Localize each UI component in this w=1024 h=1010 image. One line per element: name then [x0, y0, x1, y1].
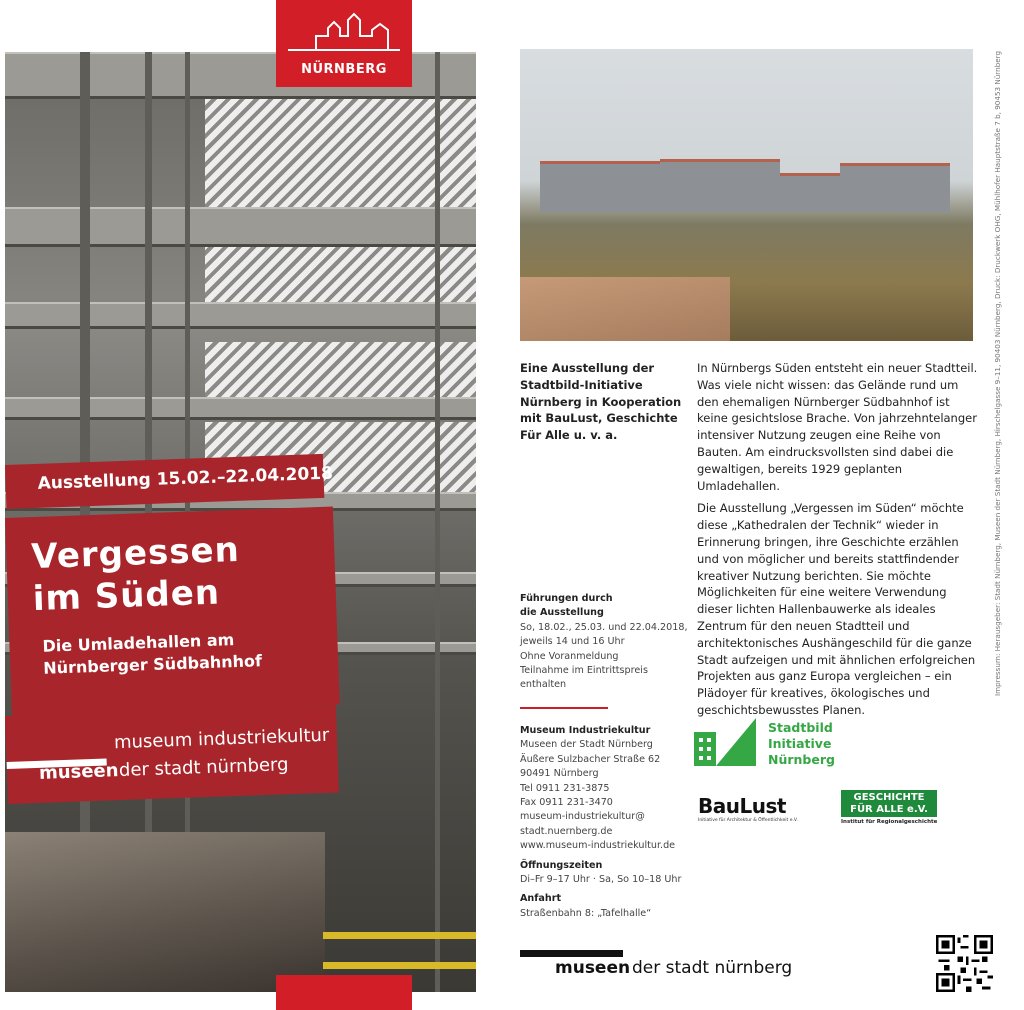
travel-value: Straßenbahn 8: „Tafelhalle“ — [520, 907, 652, 919]
gfa-line-2: FÜR ALLE e.V. — [850, 804, 928, 815]
tours-line: enthalten — [520, 679, 567, 691]
nuernberg-logo — [276, 0, 412, 87]
city-label: NÜRNBERG — [301, 62, 387, 77]
exhibition-dates: Ausstellung 15.02.–22.04.2018 — [37, 463, 334, 494]
baulust-name: BauLust — [698, 794, 786, 818]
subtitle-line-2: Nürnberger Südbahnhof — [42, 651, 263, 678]
platform — [5, 832, 325, 992]
stadtbild-line: Initiative — [768, 736, 832, 751]
roof-beam — [5, 302, 476, 329]
gfa-line-1: GESCHICHTE — [853, 792, 925, 803]
footer-stadt: der stadt nürnberg — [632, 958, 793, 978]
roof-beam — [5, 397, 476, 420]
qr-code-icon — [936, 935, 993, 992]
website-link[interactable]: www.museum-industriekultur.de — [520, 840, 676, 852]
roof-beam — [5, 207, 476, 247]
body-text — [697, 360, 979, 725]
tours-heading-2: die Ausstellung — [520, 607, 604, 619]
email-link[interactable]: stadt.nuernberg.de — [520, 825, 613, 837]
stadtbild-line: Stadtbild — [768, 720, 833, 735]
hall-building — [780, 173, 840, 212]
stadtbild-line: Nürnberg — [768, 752, 835, 767]
museum-line-1: museum industriekultur — [113, 724, 330, 754]
travel-label: Anfahrt — [520, 893, 562, 905]
tours-info — [520, 592, 690, 693]
title-line-2: im Süden — [32, 572, 221, 620]
dirt-path — [520, 277, 730, 341]
contact-info — [520, 724, 690, 921]
gfa-sub: Institut für Regionalgeschichte — [841, 819, 938, 825]
stadtbild-building-icon — [690, 714, 762, 770]
red-tab-bottom — [276, 975, 412, 1010]
contact-line: Museen der Stadt Nürnberg — [520, 739, 653, 751]
photo-umladehallen — [520, 49, 973, 341]
baulust-logo — [698, 794, 808, 826]
contact-line: 90491 Nürnberg — [520, 768, 599, 780]
contact-line: Fax 0911 231-3470 — [520, 797, 613, 809]
column — [435, 52, 440, 992]
tours-line: Teilnahme im Eintrittspreis — [520, 665, 648, 677]
skyline-icon — [276, 0, 412, 60]
title-line-1: Vergessen — [30, 529, 241, 578]
footer-museen: museen — [555, 958, 631, 978]
divider — [520, 707, 608, 709]
contact-line: Äußere Sulzbacher Straße 62 — [520, 753, 661, 765]
tours-line: Ohne Voranmeldung — [520, 650, 619, 662]
email-link[interactable]: museum-industriekultur@ — [520, 811, 645, 823]
tours-line: So, 18.02., 25.03. und 22.04.2018, — [520, 621, 688, 633]
museum-name: Museum Industriekultur — [520, 725, 651, 736]
geschichte-fuer-alle-logo — [841, 790, 937, 826]
museum-band — [5, 704, 339, 803]
paragraph-2: Die Ausstellung „Vergessen im Süden“ möchte diese „Kathedralen der Technik“ wieder in Erinnerung bringen, ihre Geschichte erzählen und von möglicher und bereits stattfindender kreativer Nutzung berichten. Sie möchte Möglichkeiten für eine weitere Verwendung dieser lichten Hallenbauwerke als ideales Zentrum für den neuen Stadtteil und architektonisches Aushängeschild für die ganze Stadt aufzeigen und mit ähnlichen erfolgreichen Projekten aus ganz Europa vergleichen – ein Plädoyer für kreatives, ökologisches und geschichtsbewusstes Planen. — [697, 501, 976, 717]
yellow-railing — [323, 962, 476, 969]
yellow-railing — [323, 932, 476, 939]
museum-line-2-rest: der stadt nürnberg — [118, 754, 289, 782]
stadtbild-logo — [690, 714, 850, 774]
title-band — [5, 507, 340, 716]
hall-building — [540, 161, 660, 212]
tours-heading-1: Führungen durch — [520, 593, 613, 604]
paragraph-1: In Nürnbergs Süden entsteht ein neuer Stadtteil. Was viele nicht wissen: das Gelände rund um den ehemaligen Nürnberger Südbahnhof ist keine gesichtslose Brache. Von jahrzehntelanger intensiver Nutzung zeugen eine Reihe von Bauten. Am eindrucksvollsten sind dabei die gewaltigen, bereits 1929 geplanten Umladehallen. — [697, 361, 978, 493]
subtitle-line-1: Die Umladehallen am — [42, 630, 235, 656]
footer-logo-bar — [520, 950, 623, 957]
qr-code[interactable] — [936, 935, 993, 992]
hall-building — [840, 163, 950, 212]
contact-line: Tel 0911 231-3875 — [520, 782, 610, 794]
baulust-sub: Initiative für Architektur & Öffentlichkeit e.V. — [698, 818, 798, 823]
hall-building — [660, 159, 780, 212]
museum-line-2-bold: museen — [38, 760, 119, 784]
tours-line: jeweils 14 und 16 Uhr — [520, 636, 625, 648]
hours-value: Di–Fr 9–17 Uhr · Sa, So 10–18 Uhr — [520, 874, 682, 886]
imprint: Impressum: Herausgeber: Stadt Nürnberg, Museen der Stadt Nürnberg, Hirschelgasse 9–11, 90403 Nürnberg, Druck: Druckwerk OHG, Mühlhofer Hauptstraße 7 b, 90453 Nürnberg — [993, 50, 1002, 696]
intro-text: Eine Ausstellung der Stadtbild-Initiative Nürnberg in Kooperation mit BauLust, Geschichte Für Alle u. v. a. — [520, 361, 682, 443]
hours-label: Öffnungszeiten — [520, 859, 603, 871]
